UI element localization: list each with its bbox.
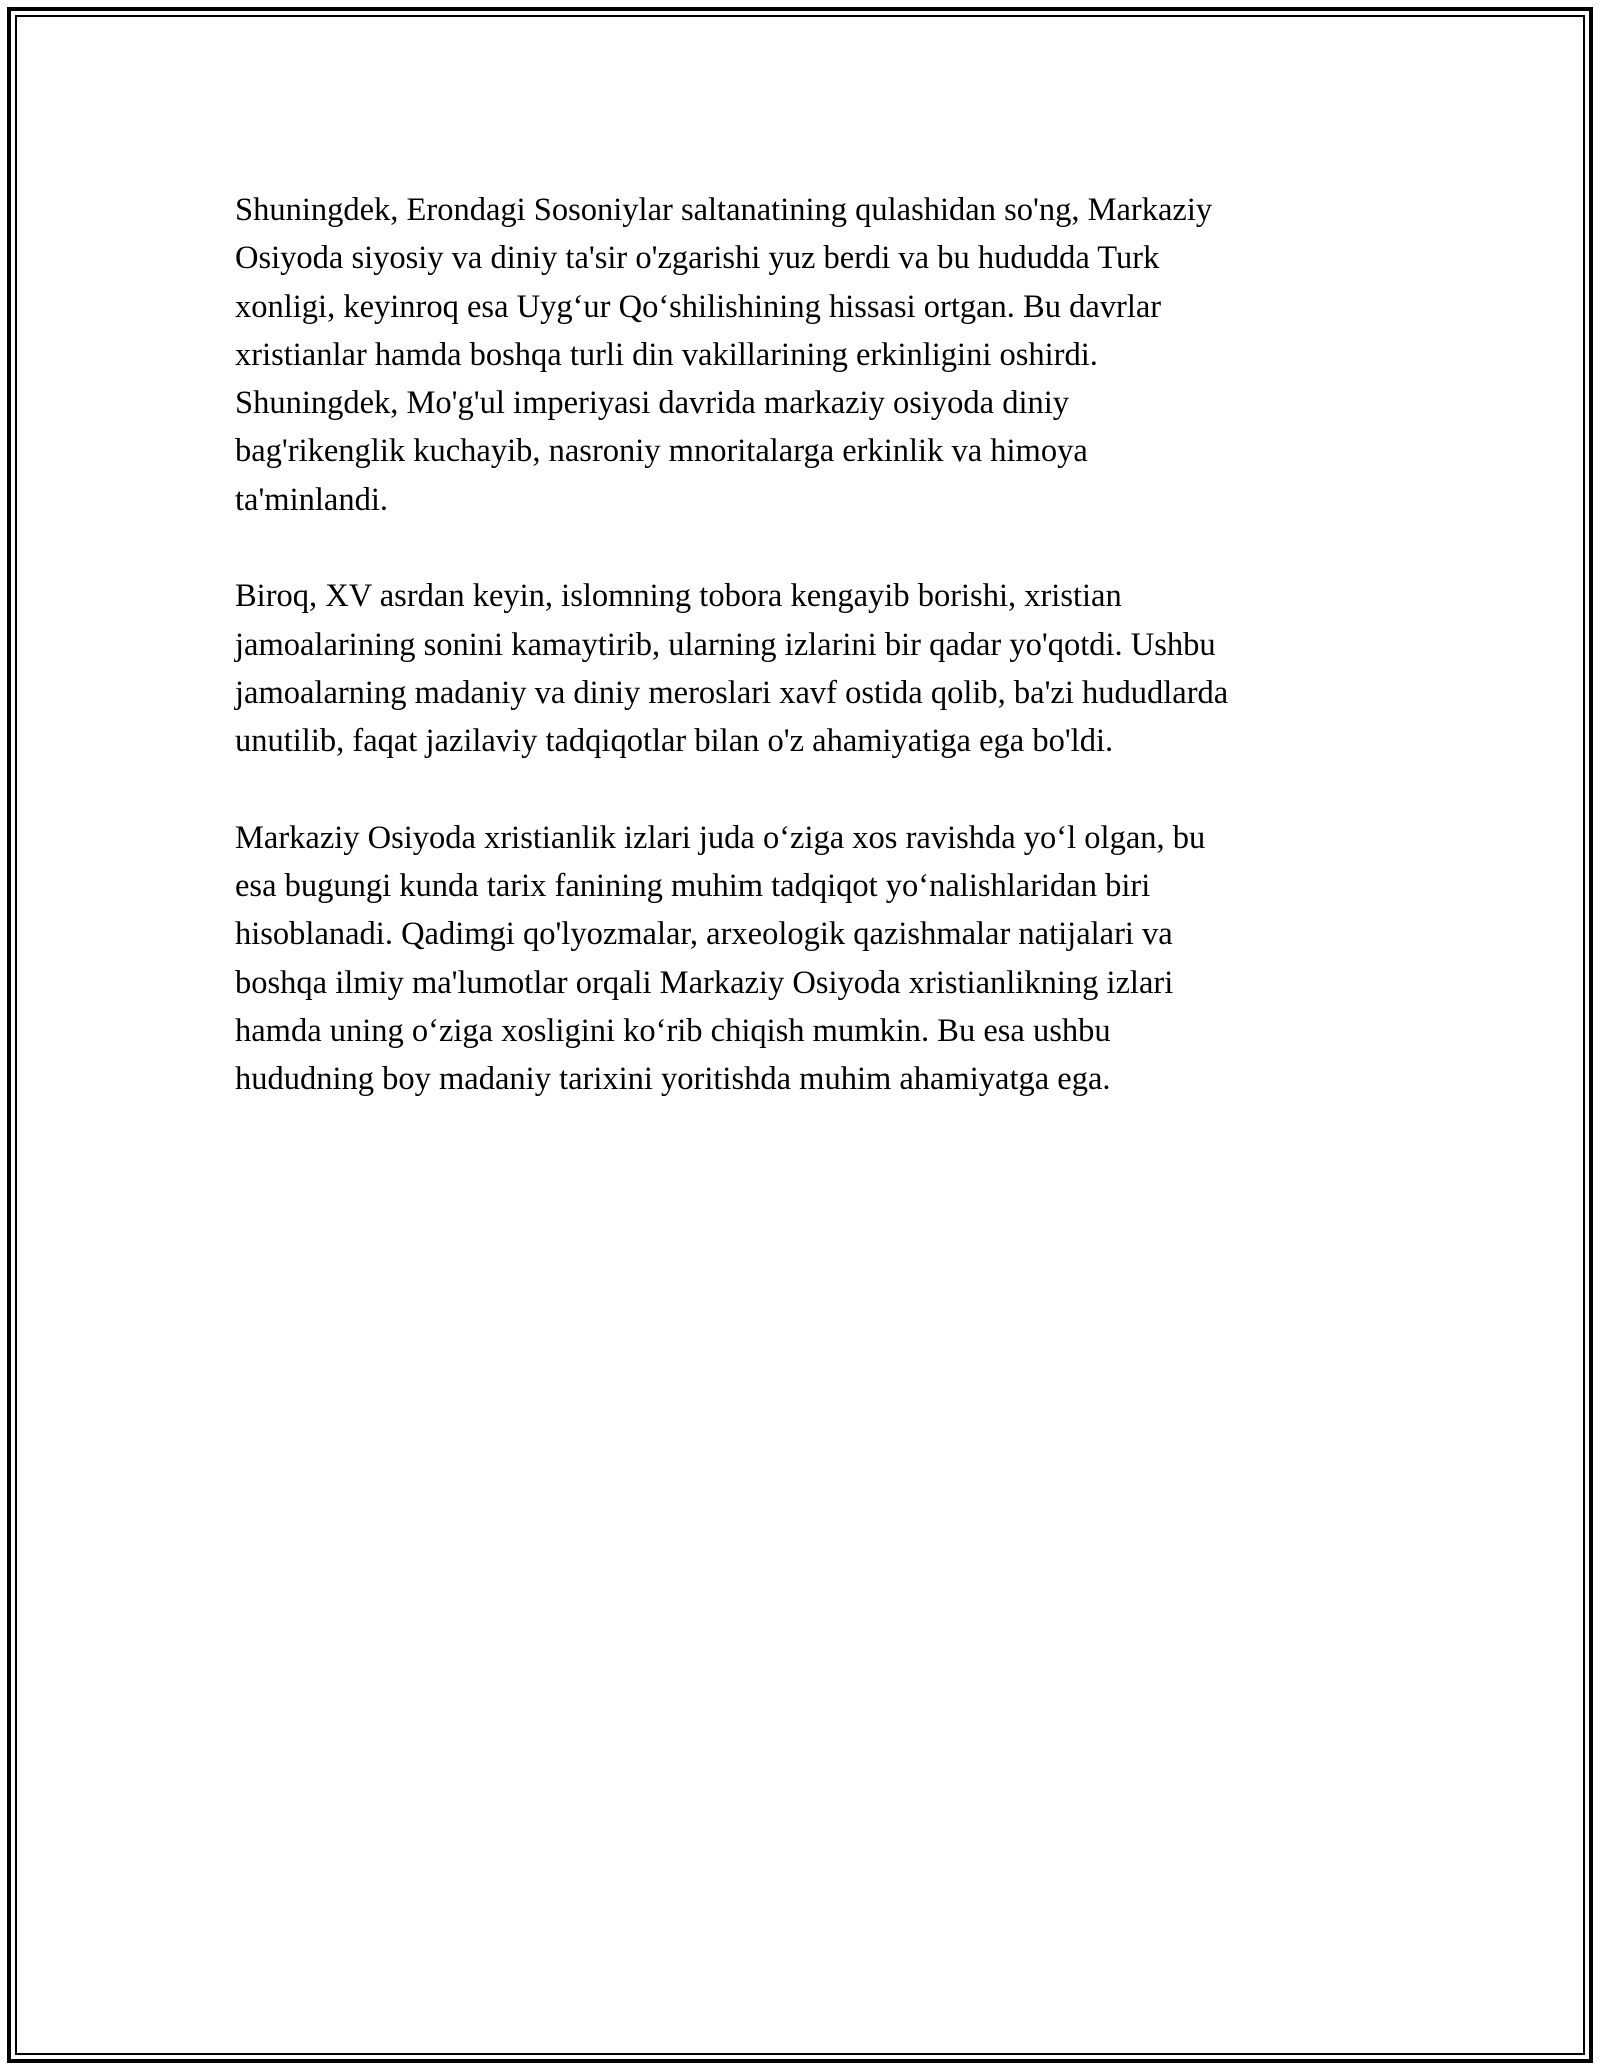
text-line: boshqa ilmiy ma'lumotlar orqali Markaziy Osiyoda xristianlikning izlari xyxy=(235,964,1174,1001)
text-line: xristianlar hamda boshqa turli din vakillarining erkinligini oshirdi. xyxy=(235,336,1098,373)
text-line: Shuningdek, Erondagi Sosoniylar saltanatining qulashidan so'ng, Markaziy xyxy=(235,192,1213,228)
paragraph xyxy=(235,572,1365,765)
paragraph xyxy=(235,814,1365,1104)
text-line: esa bugungi kunda tarix fanining muhim tadqiqot yoʻnalishlaridan biri xyxy=(235,868,1151,905)
text-line: Biroq, XV asrdan keyin, islomning tobora kengayib borishi, xristian xyxy=(235,578,1122,615)
text-line: hisoblanadi. Qadimgi qo'lyozmalar, arxeologik qazishmalar natijalari va xyxy=(235,916,1173,953)
text-line: hududning boy madaniy tarixini yoritishda muhim ahamiyatga ega. xyxy=(235,1061,1111,1098)
text-line: xonligi, keyinroq esa Uygʻur Qoʻshilishining hissasi ortgan. Bu davrlar xyxy=(235,288,1162,325)
text-line: bag'rikenglik kuchayib, nasroniy mnoritalarga erkinlik va himoya xyxy=(235,433,1088,470)
text-line: Markaziy Osiyoda xristianlik izlari juda oʻziga xos ravishda yoʻl olgan, bu xyxy=(235,819,1206,856)
text-line: Shuningdek, Mo'g'ul imperiyasi davrida markaziy osiyoda diniy xyxy=(235,385,1070,422)
text-line: jamoalarning madaniy va diniy meroslari xavf ostida qolib, ba'zi hududlarda xyxy=(235,674,1229,711)
text-line: ta'minlandi. xyxy=(235,481,388,518)
document-body xyxy=(235,186,1365,1152)
text-line: Osiyoda siyosiy va diniy ta'sir o'zgarishi yuz berdi va bu hududda Turk xyxy=(235,240,1160,277)
text-line: hamda uning oʻziga xosligini koʻrib chiqish mumkin. Bu esa ushbu xyxy=(235,1013,1111,1050)
text-line: jamoalarining sonini kamaytirib, ularning izlarini bir qadar yo'qotdi. Ushbu xyxy=(235,626,1216,663)
paragraph xyxy=(235,186,1365,524)
text-line: unutilib, faqat jazilaviy tadqiqotlar bilan o'z ahamiyatiga ega bo'ldi. xyxy=(235,723,1114,760)
